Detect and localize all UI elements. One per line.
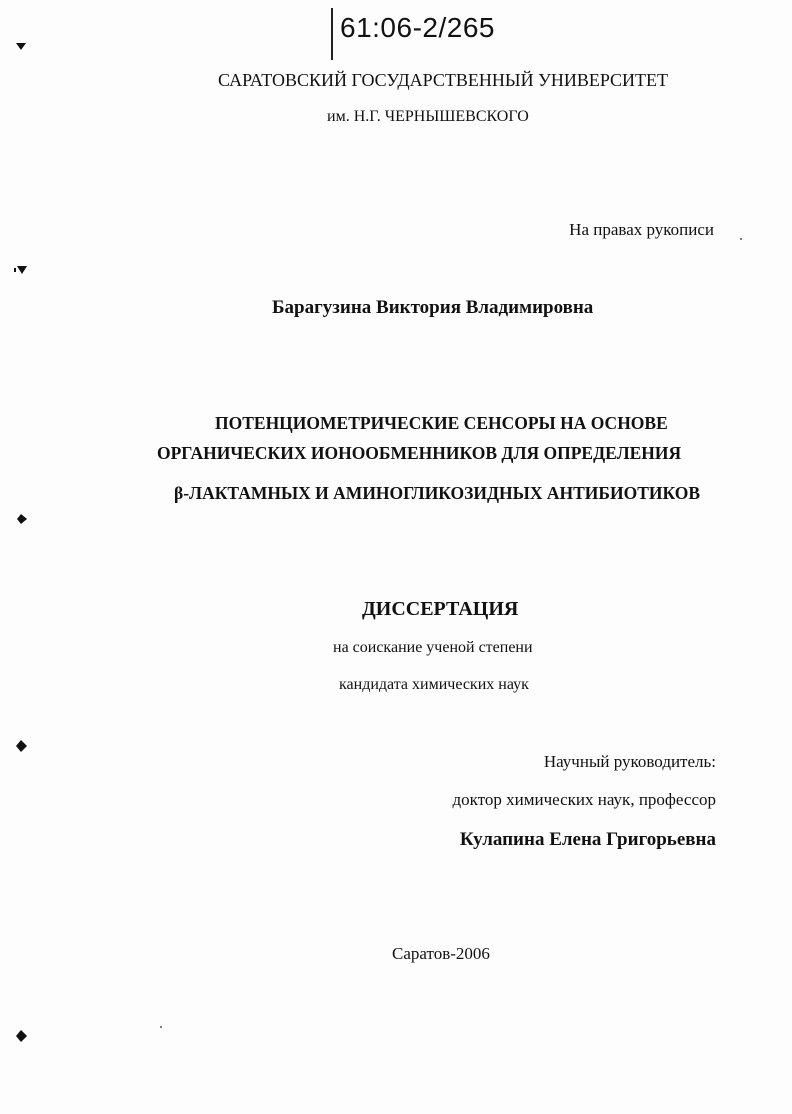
manuscript-rights-note: На правах рукописи [569,220,714,239]
thesis-title-line-3: β-ЛАКТАМНЫХ И АМИНОГЛИКОЗИДНЫХ АНТИБИОТИКОВ [174,483,701,503]
binding-hole-mark-icon [14,264,28,276]
city-year: Саратов-2006 [392,944,490,963]
library-stamp-code: 61:06-2/265 [340,12,495,43]
advisor-label: Научный руководитель: [543,752,716,771]
scan-speck [160,1026,162,1028]
stamp-divider [331,8,333,60]
degree-line-1: на соискание ученой степени [333,639,533,656]
thesis-title-line-2: ОРГАНИЧЕСКИХ ИОНООБМЕННИКОВ ДЛЯ ОПРЕДЕЛЕНИЯ [157,443,682,463]
author-name: Барагузина Виктория Владимировна [272,297,594,318]
binding-hole-mark-icon [14,740,28,752]
degree-line-2: кандидата химических наук [339,676,529,693]
university-named-after: им. Н.Г. ЧЕРНЫШЕВСКОГО [327,108,529,125]
binding-hole-mark-icon [14,1030,28,1042]
advisor-name: Кулапина Елена Григорьевна [459,829,716,850]
document-type: ДИССЕРТАЦИЯ [362,598,519,620]
advisor-title: доктор химических наук, профессор [452,790,716,809]
binding-hole-mark-icon [14,40,28,52]
binding-hole-mark-icon [14,513,28,525]
scan-speck [740,238,742,240]
university-name: САРАТОВСКИЙ ГОСУДАРСТВЕННЫЙ УНИВЕРСИТЕТ [218,70,669,90]
thesis-title-line-1: ПОТЕНЦИОМЕТРИЧЕСКИЕ СЕНСОРЫ НА ОСНОВЕ [215,413,668,433]
